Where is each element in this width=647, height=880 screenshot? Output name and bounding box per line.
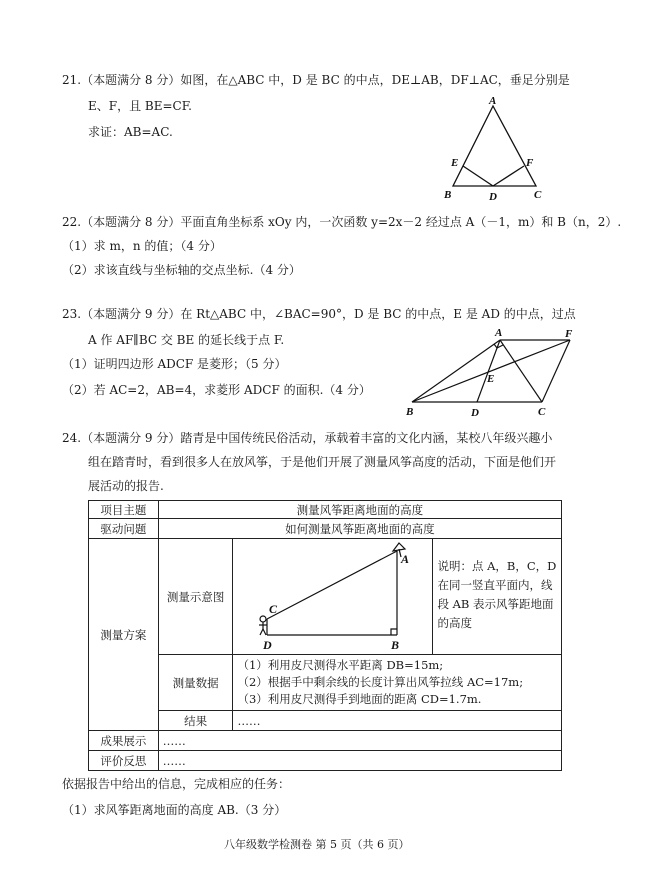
q23-rhombus-figure bbox=[398, 324, 588, 420]
q21-line2: E、F，且 BE=CF. bbox=[88, 99, 192, 113]
show-label: 成果展示 bbox=[89, 731, 159, 751]
q21-line1: 21.（本题满分 8 分）如图，在△ABC 中，D 是 BC 的中点，DE⊥AB，DF⊥AC，垂足分别是 bbox=[62, 73, 570, 87]
data-line-1: （1）利用皮尺测得水平距离 DB=15m; bbox=[237, 658, 444, 672]
fig24-label-b: B bbox=[391, 638, 400, 651]
fig21-label-f: F bbox=[526, 157, 534, 169]
kite-diagram bbox=[233, 539, 429, 651]
fig23-label-e: E bbox=[487, 373, 495, 385]
topic-value: 测量风筝距离地面的高度 bbox=[158, 501, 561, 519]
q22-line2: （1）求 m，n 的值；（4 分） bbox=[62, 239, 222, 253]
fig21-label-c: C bbox=[534, 189, 542, 201]
q24-line1: 24.（本题满分 9 分）踏青是中国传统民俗活动，承载着丰富的文化内涵，某校八年级兴趣小 bbox=[62, 431, 553, 445]
fig21-label-b: B bbox=[444, 189, 452, 201]
diagram-note-4: 的高度 bbox=[437, 616, 472, 630]
show-value: …… bbox=[158, 731, 561, 751]
report-table bbox=[88, 500, 562, 771]
result-value: …… bbox=[233, 711, 562, 731]
q21-line3: 求证：AB=AC. bbox=[88, 125, 173, 139]
fig23-label-b: B bbox=[406, 406, 414, 418]
diagram-note-2: 在同一竖直平面内，线 bbox=[437, 578, 553, 592]
fig23-label-c: C bbox=[538, 406, 546, 418]
diagram-note-3: 段 AB 表示风筝距地面 bbox=[437, 597, 554, 611]
question-label: 驱动问题 bbox=[89, 519, 159, 539]
diagram-note-1: 说明：点 A，B，C，D bbox=[437, 559, 557, 573]
q23-line3: （1）证明四边形 ADCF 是菱形；（5 分） bbox=[62, 357, 287, 371]
topic-label: 项目主题 bbox=[89, 501, 159, 519]
fig23-label-f: F bbox=[565, 328, 573, 340]
fig24-label-c: C bbox=[269, 602, 278, 616]
task-intro: 依据报告中给出的信息，完成相应的任务： bbox=[62, 777, 291, 791]
data-line-3: （3）利用皮尺测得手到地面的距离 CD=1.7m. bbox=[237, 692, 482, 706]
fig21-label-d: D bbox=[489, 191, 497, 203]
fig24-label-d: D bbox=[263, 638, 273, 651]
fig23-label-d: D bbox=[471, 407, 479, 419]
fig21-label-e: E bbox=[451, 157, 459, 169]
q22-line3: （2）求该直线与坐标轴的交点坐标.（4 分） bbox=[62, 263, 301, 277]
data-line-2: （2）根据手中剩余线的长度计算出风筝拉线 AC=17m; bbox=[237, 675, 524, 689]
data-label: 测量数据 bbox=[158, 655, 233, 711]
review-value: …… bbox=[158, 751, 561, 771]
q23-line2: A 作 AF∥BC 交 BE 的延长线于点 F. bbox=[88, 333, 285, 347]
page-footer: 八年级数学检测卷 第 5 页（共 6 页） bbox=[224, 838, 410, 851]
fig23-label-a: A bbox=[495, 327, 503, 339]
q23-line1: 23.（本题满分 9 分）在 Rt△ABC 中，∠BAC=90°，D 是 BC 的中点，E 是 AD 的中点，过点 bbox=[62, 307, 576, 321]
result-label: 结果 bbox=[158, 711, 233, 731]
q24-line3: 展活动的报告. bbox=[88, 479, 164, 493]
fig21-label-a: A bbox=[489, 95, 497, 107]
q22-line1: 22.（本题满分 8 分）平面直角坐标系 xOy 内，一次函数 y=2x－2 经过点 A（－1，m）和 B（n，2）. bbox=[62, 215, 622, 229]
task-1: （1）求风筝距离地面的高度 AB.（3 分） bbox=[62, 803, 287, 817]
review-label: 评价反思 bbox=[89, 751, 159, 771]
q23-line4: （2）若 AC=2，AB=4，求菱形 ADCF 的面积.（4 分） bbox=[62, 383, 371, 397]
plan-label: 测量方案 bbox=[89, 539, 159, 731]
fig24-label-a: A bbox=[401, 552, 410, 566]
q24-line2: 组在踏青时，看到很多人在放风筝，于是他们开展了测量风筝高度的活动，下面是他们开 bbox=[88, 455, 557, 469]
q21-triangle-figure bbox=[440, 94, 550, 204]
diagram-label: 测量示意图 bbox=[158, 539, 233, 655]
question-value: 如何测量风筝距离地面的高度 bbox=[158, 519, 561, 539]
